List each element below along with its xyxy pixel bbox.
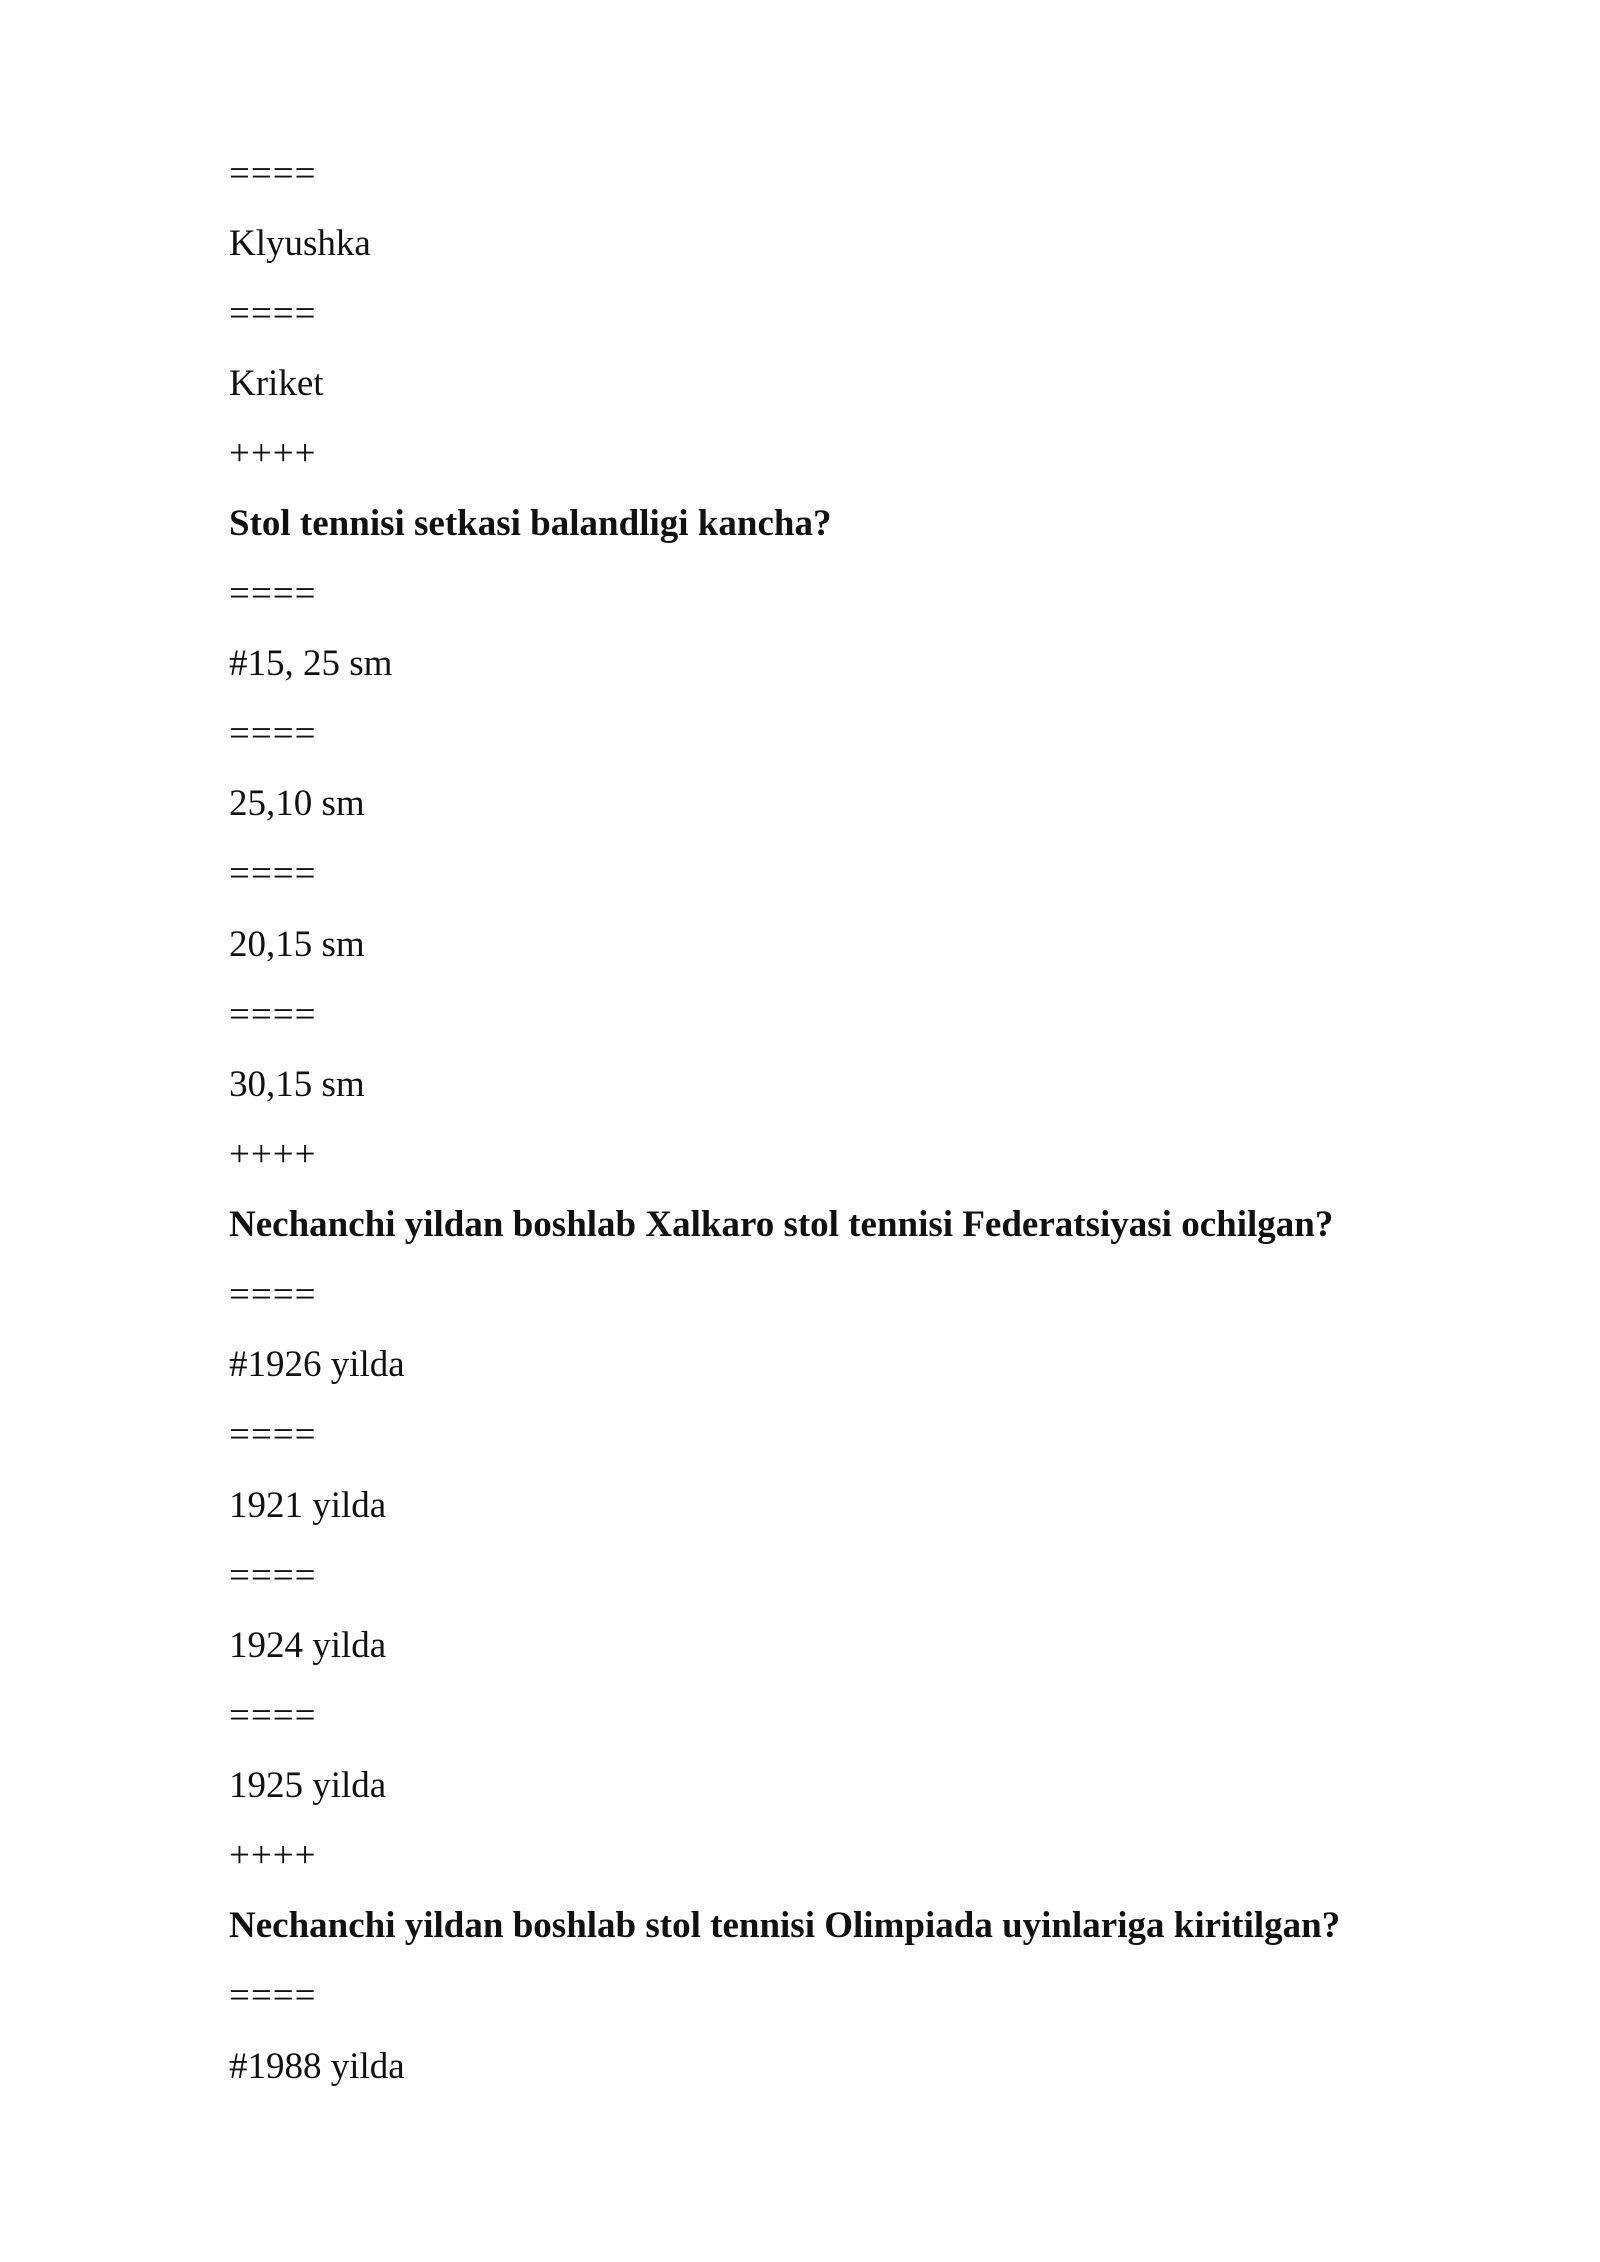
answer-option: 30,15 sm	[229, 1064, 365, 1105]
answer-option: Kriket	[229, 363, 324, 404]
question-text: Nechanchi yildan boshlab Xalkaro stol tennisi Federatsiyasi ochilgan?	[229, 1204, 1334, 1245]
answer-option: 1921 yilda	[229, 1485, 387, 1526]
separator-line: ====	[229, 153, 317, 194]
separator-line: ====	[229, 1695, 317, 1736]
question-text: Stol tennisi setkasi balandligi kancha?	[229, 503, 832, 544]
separator-line: ====	[229, 1414, 317, 1455]
answer-option: Klyushka	[229, 223, 371, 264]
separator-line: ====	[229, 293, 317, 334]
answer-option-correct: #15, 25 sm	[229, 643, 393, 684]
question-text: Nechanchi yildan boshlab stol tennisi Olimpiada uyinlariga kiritilgan?	[229, 1905, 1341, 1946]
answer-option-correct: #1926 yilda	[229, 1344, 405, 1385]
separator-line: ====	[229, 994, 317, 1035]
separator-line: ====	[229, 1975, 317, 2016]
question-separator: ++++	[229, 1835, 317, 1876]
answer-option-correct: #1988 yilda	[229, 2046, 405, 2087]
separator-line: ====	[229, 713, 317, 754]
separator-line: ====	[229, 1555, 317, 1596]
answer-option: 20,15 sm	[229, 924, 365, 965]
separator-line: ====	[229, 853, 317, 894]
separator-line: ====	[229, 1274, 317, 1315]
question-separator: ++++	[229, 1134, 317, 1175]
answer-option: 1925 yilda	[229, 1765, 387, 1806]
separator-line: ====	[229, 573, 317, 614]
question-separator: ++++	[229, 433, 317, 474]
answer-option: 25,10 sm	[229, 783, 365, 824]
answer-option: 1924 yilda	[229, 1625, 387, 1666]
